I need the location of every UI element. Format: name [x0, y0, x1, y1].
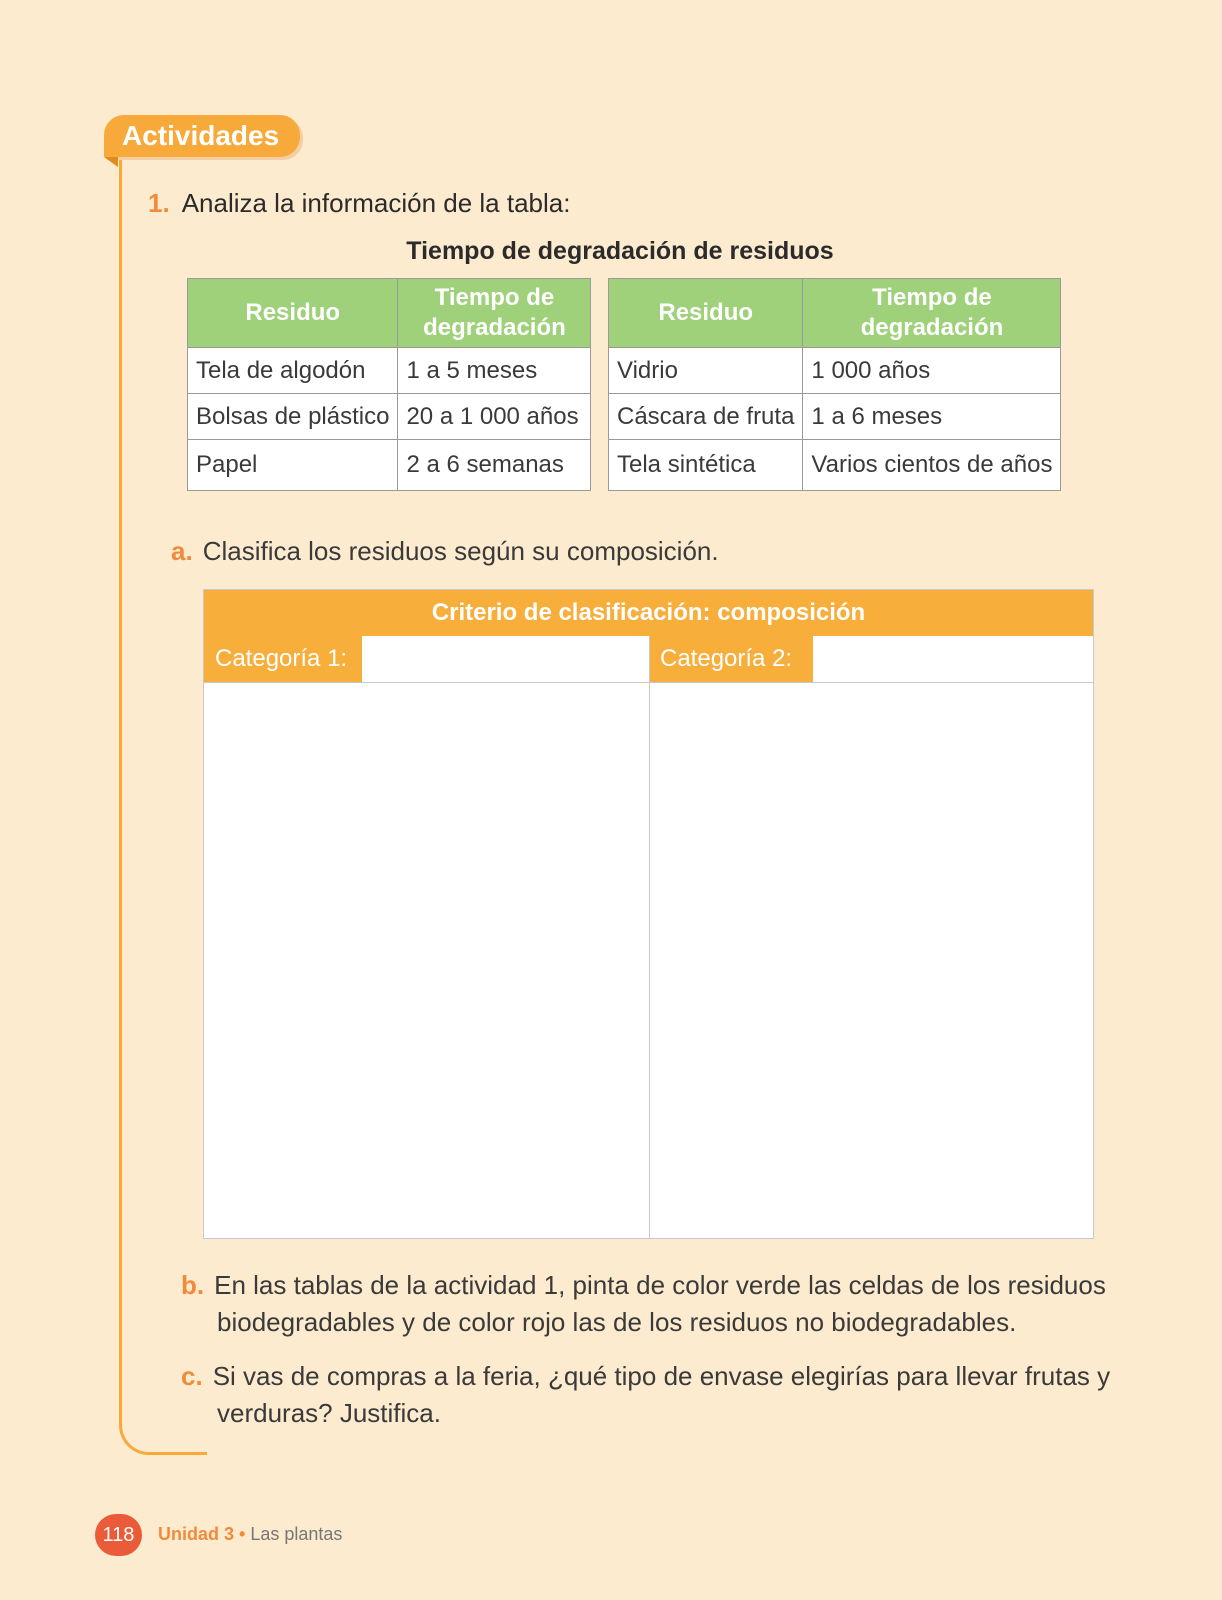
- table-row: [609, 394, 1061, 440]
- time-cell[interactable]: Varios cientos de años: [803, 440, 1061, 491]
- time-cell[interactable]: 1 000 años: [803, 348, 1061, 394]
- degradation-table-1: [187, 278, 591, 491]
- activities-tab: Actividades: [104, 115, 300, 157]
- table-header-row: [609, 279, 1061, 348]
- page-number: 118: [95, 1514, 142, 1556]
- time-cell[interactable]: 2 a 6 semanas: [398, 440, 591, 491]
- table-row: [188, 440, 591, 491]
- part-a-prompt: [171, 536, 719, 567]
- header-tiempo: Tiempo de degradación: [398, 279, 591, 348]
- part-c-text: Si vas de compras a la feria, ¿qué tipo de envase elegirías para llevar frutas y verduras? Justifica.: [212, 1361, 1111, 1428]
- residue-cell[interactable]: Papel: [188, 440, 398, 491]
- classification-table: [203, 589, 1094, 1239]
- activity-1-prompt: [148, 188, 570, 219]
- tab-notch: [104, 157, 118, 167]
- header-residuo: Residuo: [609, 279, 803, 348]
- time-cell[interactable]: 1 a 6 meses: [803, 394, 1061, 440]
- table-row: [609, 440, 1061, 491]
- category-1-label: Categoría 1:: [204, 636, 362, 682]
- degradation-table-2: [608, 278, 1061, 491]
- part-a-label: a.: [171, 536, 193, 566]
- part-a-text: Clasifica los residuos según su composición.: [202, 536, 719, 566]
- footer-unit: [158, 1524, 342, 1545]
- time-cell[interactable]: 1 a 5 meses: [398, 348, 591, 394]
- column-divider: [649, 636, 650, 1238]
- time-cell[interactable]: 20 a 1 000 años: [398, 394, 591, 440]
- part-c-label: c.: [181, 1361, 203, 1391]
- table-row: [188, 394, 591, 440]
- residue-cell[interactable]: Bolsas de plástico: [188, 394, 398, 440]
- unit-label: Unidad 3: [158, 1524, 235, 1544]
- footer-separator: •: [239, 1524, 246, 1544]
- classification-header: Criterio de clasificación: composición: [204, 590, 1093, 636]
- category-2-label: Categoría 2:: [649, 636, 813, 682]
- part-b-text: En las tablas de la actividad 1, pinta de color verde las celdas de los residuos biodegradables y de color rojo las de los residuos no biodegradables.: [214, 1270, 1106, 1337]
- residue-cell[interactable]: Tela de algodón: [188, 348, 398, 394]
- activity-text: Analiza la información de la tabla:: [181, 188, 571, 218]
- table-row: [609, 348, 1061, 394]
- table-header-row: [188, 279, 591, 348]
- residue-cell[interactable]: Tela sintética: [609, 440, 803, 491]
- activity-number: 1.: [148, 188, 170, 218]
- unit-title: Las plantas: [250, 1524, 343, 1544]
- table-row: [188, 348, 591, 394]
- part-b-prompt: [181, 1267, 1137, 1341]
- residue-cell[interactable]: Vidrio: [609, 348, 803, 394]
- part-c-prompt: [181, 1358, 1137, 1432]
- table-title: Tiempo de degradación de residuos: [406, 237, 834, 265]
- part-b-label: b.: [181, 1270, 205, 1300]
- header-residuo: Residuo: [188, 279, 398, 348]
- header-tiempo: Tiempo de degradación: [803, 279, 1061, 348]
- residue-cell[interactable]: Cáscara de fruta: [609, 394, 803, 440]
